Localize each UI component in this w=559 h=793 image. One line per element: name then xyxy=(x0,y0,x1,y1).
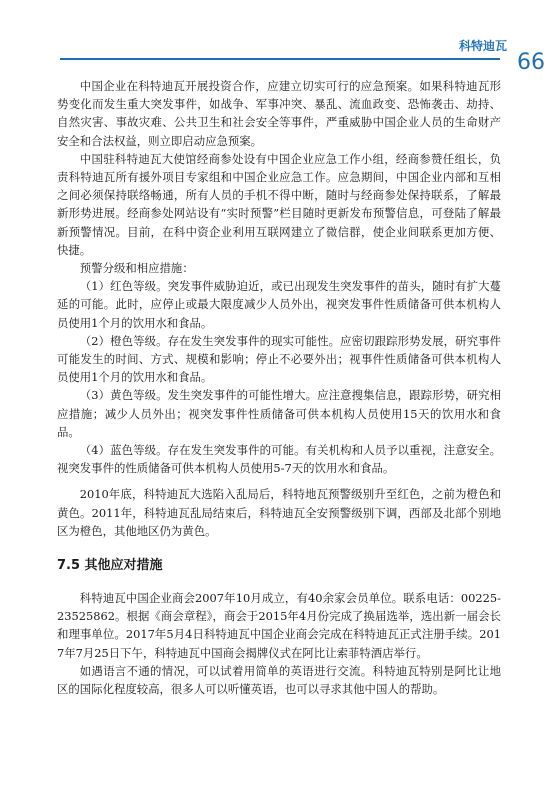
paragraph-blue-level: （4）蓝色等级。存在发生突发事件的可能。有关机构和人员予以重视，注意安全。视突发事件的性质储备可供本机构人员使用5-7天的饮用水和食品。 xyxy=(57,443,501,476)
section-heading: 7.5 其他应对措施 xyxy=(57,558,163,574)
running-header-title: 科特迪瓦 xyxy=(458,39,507,53)
paragraph-language-help: 如遇语言不通的情况，可以试着用简单的英语进行交流。科特迪瓦特别是阿比让地区的国际化程度较高，很多人可以听懂英语，也可以寻求其他中国人的帮助。 xyxy=(57,663,501,697)
page-number: 66 xyxy=(517,50,545,75)
paragraph-chamber-of-commerce: 科特迪瓦中国企业商会2007年10月成立，有40余家会员单位。联系电话：00225-23525862。根据《商会章程》，商会于2015年4月份完成了换届选举，选出新一届会长和理事单位。2017年5月4日科特迪瓦中国企业商会完成在科特迪瓦正式注册手续。2017年7月25日下午，科特迪瓦中国商会揭牌仪式在阿比让索菲特酒店举行。 xyxy=(57,591,501,660)
paragraph-orange-level: （2）橙色等级。存在发生突发事件的现实可能性。应密切跟踪形势发展，研究事件可能发生的时间、方式、规模和影响；停止不必要外出；视事件性质储备可供本机构人员使用1个月的饮用水和食品。 xyxy=(57,333,501,385)
paragraph-embassy-team: 中国驻科特迪瓦大使馆经商参处设有中国企业应急工作小组，经商参赞任组长，负责科特迪瓦所有援外项目专家组和中国企业应急工作。应急期间，中国企业内部和互相之间必须保持联络畅通，所有人员的手机不得中断，随时与经商参处保持联系，了解最新形势进展。经商参处网站设有“实时预警”栏目随时更新发布预警信息，可登陆了解最新预警情况。目前，在科中资企业利用互联网建立了微信群，使企业间联系更加方便、快捷。 xyxy=(57,151,501,257)
header-divider xyxy=(60,58,500,60)
page-body xyxy=(57,77,501,698)
paragraph-yellow-level: （3）黄色等级。发生突发事件的可能性增大。应注意搜集信息，跟踪形势，研究相应措施；减少人员外出；视突发事件性质储备可供本机构人员使用15天的饮用水和食品。 xyxy=(57,388,501,439)
paragraph-warning-levels-intro: 预警分级和相应措施： xyxy=(79,261,194,276)
paragraph-warning-history: 2010年底，科特迪瓦大选陷入乱局后，科特地瓦预警级别升至红色，之前为橙色和黄色。2011年，科特迪瓦乱局结束后，科特迪瓦全安预警级别下调，西部及北部个别地区为橙色，其他地区仍为黄色。 xyxy=(57,487,501,538)
paragraph-emergency-plan: 中国企业在科特迪瓦开展投资合作，应建立切实可行的应急预案。如果科特迪瓦形势变化而发生重大突发事件，如战争、军事冲突、暴乱、流血政变、恐怖袭击、劫持、自然灾害、事故灾难、公共卫生和社会安全等事件，严重威胁中国企业人员的生命财产安全和合法权益，则立即启动应急预案。 xyxy=(57,79,501,148)
paragraph-red-level: （1）红色等级。突发事件威胁迫近，或已出现发生突发事件的苗头，随时有扩大蔓延的可能。此时，应停止或最大限度减少人员外出，视突发事件性质储备可供本机构人员使用1个月的饮用水和食品。 xyxy=(57,279,501,330)
